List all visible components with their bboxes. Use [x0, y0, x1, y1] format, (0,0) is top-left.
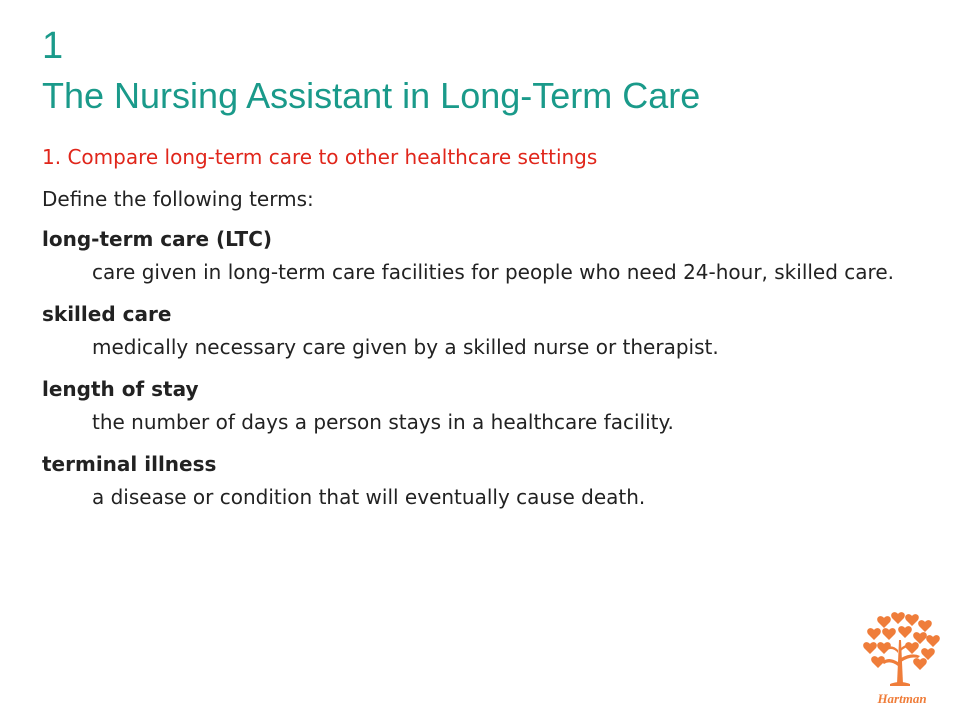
- slide-body: [42, 142, 922, 524]
- definition-length-of-stay: the number of days a person stays in a healthcare facility.: [92, 410, 674, 434]
- term-terminal-illness: terminal illness: [42, 452, 217, 476]
- definition-terminal-illness: a disease or condition that will eventually cause death.: [92, 485, 646, 509]
- chapter-number: 1: [42, 25, 64, 67]
- chapter-title: The Nursing Assistant in Long-Term Care: [42, 75, 701, 116]
- term-skilled-care: skilled care: [42, 302, 172, 326]
- definition-long-term-care: care given in long-term care facilities for people who need 24-hour, skilled care.: [92, 260, 894, 284]
- heart-tree-icon: [862, 610, 942, 710]
- learning-objective: 1. Compare long-term care to other healthcare settings: [42, 145, 598, 169]
- term-long-term-care: long-term care (LTC): [42, 227, 273, 251]
- hartman-logo: [862, 610, 942, 710]
- term-length-of-stay: length of stay: [42, 377, 199, 401]
- intro-text: Define the following terms:: [42, 187, 314, 211]
- logo-text: Hartman: [877, 691, 927, 706]
- definition-skilled-care: medically necessary care given by a skilled nurse or therapist.: [92, 335, 719, 359]
